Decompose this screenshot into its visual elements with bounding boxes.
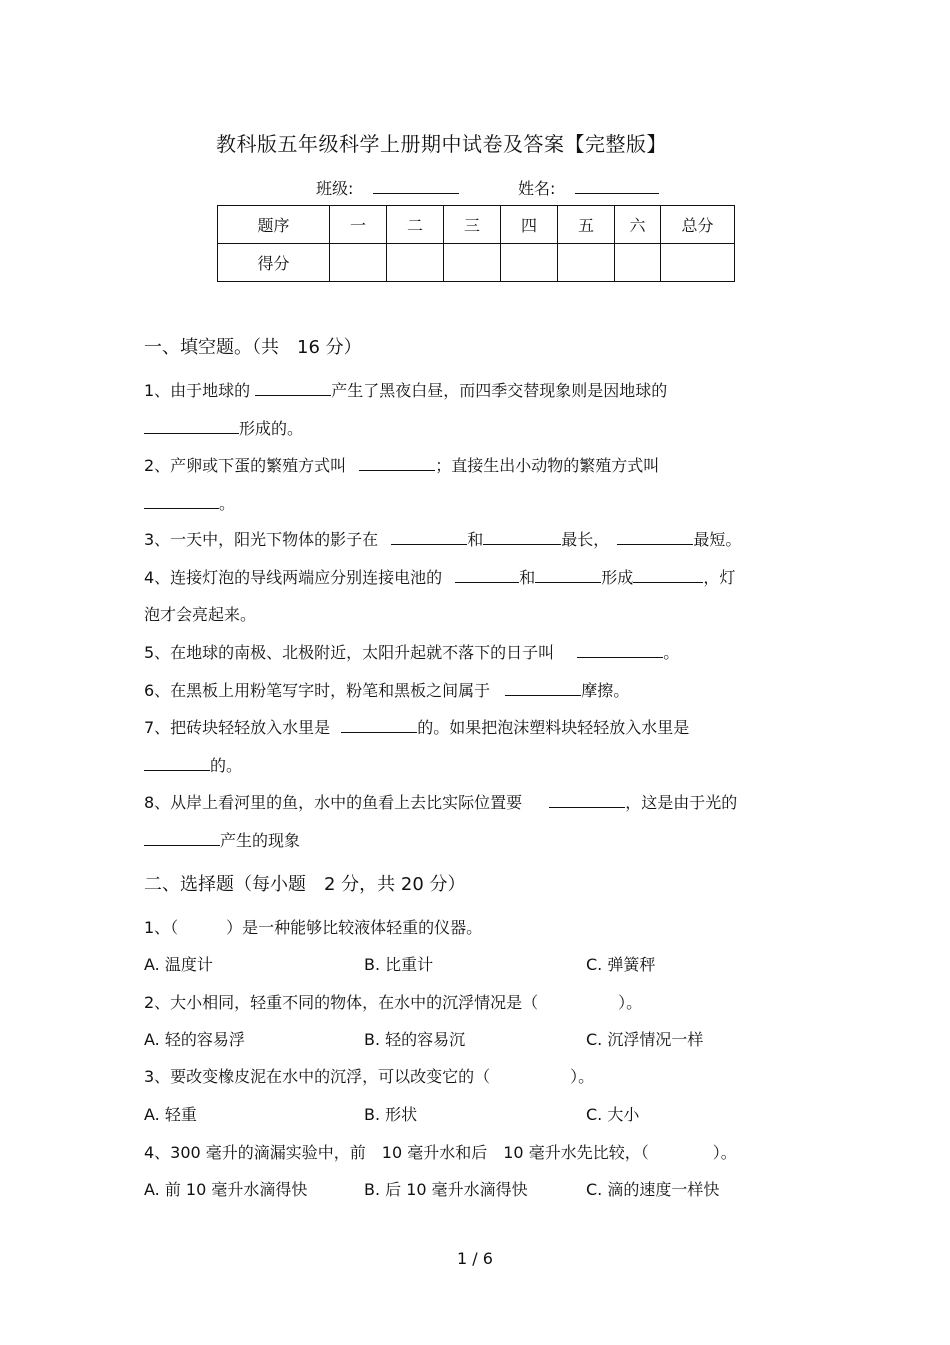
table-cell: 总分 [661, 206, 735, 244]
section-2-heading: 二、选择题（每小题 2 分，共 20 分） [144, 874, 466, 895]
table-cell: 六 [615, 206, 661, 244]
class-blank [373, 177, 459, 194]
name-field [518, 176, 659, 199]
table-cell: 四 [501, 206, 558, 244]
option-a: A. 轻的容易浮 [144, 1030, 245, 1049]
question-4-line-1: 4、连接灯泡的导线两端应分别连接电池的 和 形成 ，灯 [144, 568, 736, 587]
option-a: A. 温度计 [144, 955, 213, 974]
table-cell: 题序 [218, 206, 330, 244]
question-6: 6、在黑板上用粉笔写字时，粉笔和黑板之间属于 摩擦。 [144, 681, 630, 700]
score-cell [615, 244, 661, 282]
mc-question-4: 4、300 毫升的滴漏实验中，前 10 毫升水和后 10 毫升水先比较，（ ）。 [144, 1143, 737, 1162]
answer-blank [255, 379, 331, 396]
page-number: 1 / 6 [457, 1249, 493, 1268]
answer-blank [341, 716, 417, 733]
option-a: A. 前 10 毫升水滴得快 [144, 1180, 308, 1199]
table-cell: 三 [444, 206, 501, 244]
answer-blank [505, 679, 581, 696]
answer-blank [633, 566, 703, 583]
question-5: 5、在地球的南极、北极附近，太阳升起就不落下的日子叫 。 [144, 643, 680, 662]
mc-question-1: 1、（ ）是一种能够比较液体轻重的仪器。 [144, 918, 483, 937]
class-field [316, 176, 459, 199]
answer-blank [577, 641, 663, 658]
answer-blank [483, 528, 561, 545]
section-1-heading: 一、填空题。（共 16 分） [144, 337, 362, 358]
answer-blank [391, 528, 467, 545]
option-c: C. 沉浮情况一样 [586, 1030, 704, 1049]
answer-blank [617, 528, 693, 545]
mc-question-2: 2、大小相同，轻重不同的物体，在水中的沉浮情况是（ ）。 [144, 993, 643, 1012]
class-label: 班级: [316, 179, 354, 198]
answer-blank [455, 566, 519, 583]
score-header-row [218, 206, 735, 244]
question-2-line-1: 2、产卵或下蛋的繁殖方式叫 ；直接生出小动物的繁殖方式叫 [144, 456, 660, 475]
question-7-line-2: 的。 [144, 753, 242, 776]
answer-blank [535, 566, 601, 583]
question-4-line-2: 泡才会亮起来。 [144, 605, 257, 624]
question-8-line-1: 8、从岸上看河里的鱼，水中的鱼看上去比实际位置要 ，这是由于光的 [144, 793, 738, 812]
score-value-row [218, 244, 735, 282]
score-table [217, 205, 735, 282]
table-cell: 一 [330, 206, 387, 244]
question-1-line-2: 形成的。 [144, 416, 303, 439]
score-cell [444, 244, 501, 282]
score-cell [330, 244, 387, 282]
question-8-line-2: 产生的现象 [144, 828, 300, 851]
option-c: C. 弹簧秤 [586, 955, 656, 974]
name-blank [575, 177, 659, 194]
answer-blank [549, 791, 625, 808]
option-a: A. 轻重 [144, 1105, 197, 1124]
option-b: B. 后 10 毫升水滴得快 [364, 1180, 528, 1199]
option-c: C. 大小 [586, 1105, 640, 1124]
score-cell [558, 244, 615, 282]
table-cell: 得分 [218, 244, 330, 282]
score-cell [501, 244, 558, 282]
score-cell [661, 244, 735, 282]
answer-blank [144, 829, 220, 846]
question-1-line-1: 1、由于地球的 产生了黑夜白昼，而四季交替现象则是因地球的 [144, 381, 668, 400]
score-cell [387, 244, 444, 282]
answer-blank [144, 492, 219, 509]
option-c: C. 滴的速度一样快 [586, 1180, 720, 1199]
table-cell: 五 [558, 206, 615, 244]
option-b: B. 形状 [364, 1105, 418, 1124]
question-7-line-1: 7、把砖块轻轻放入水里是 的。如果把泡沫塑料块轻轻放入水里是 [144, 718, 690, 737]
mc-question-3: 3、要改变橡皮泥在水中的沉浮，可以改变它的（ ）。 [144, 1067, 595, 1086]
option-b: B. 比重计 [364, 955, 434, 974]
question-2-line-2: 。 [144, 491, 235, 514]
option-b: B. 轻的容易沉 [364, 1030, 466, 1049]
answer-blank [144, 417, 239, 434]
name-label: 姓名: [518, 179, 556, 198]
answer-blank [144, 754, 210, 771]
page-title: 教科版五年级科学上册期中试卷及答案【完整版】 [216, 132, 667, 156]
answer-blank [359, 454, 435, 471]
table-cell: 二 [387, 206, 444, 244]
question-3: 3、一天中，阳光下物体的影子在 和 最长， 最短。 [144, 530, 742, 549]
